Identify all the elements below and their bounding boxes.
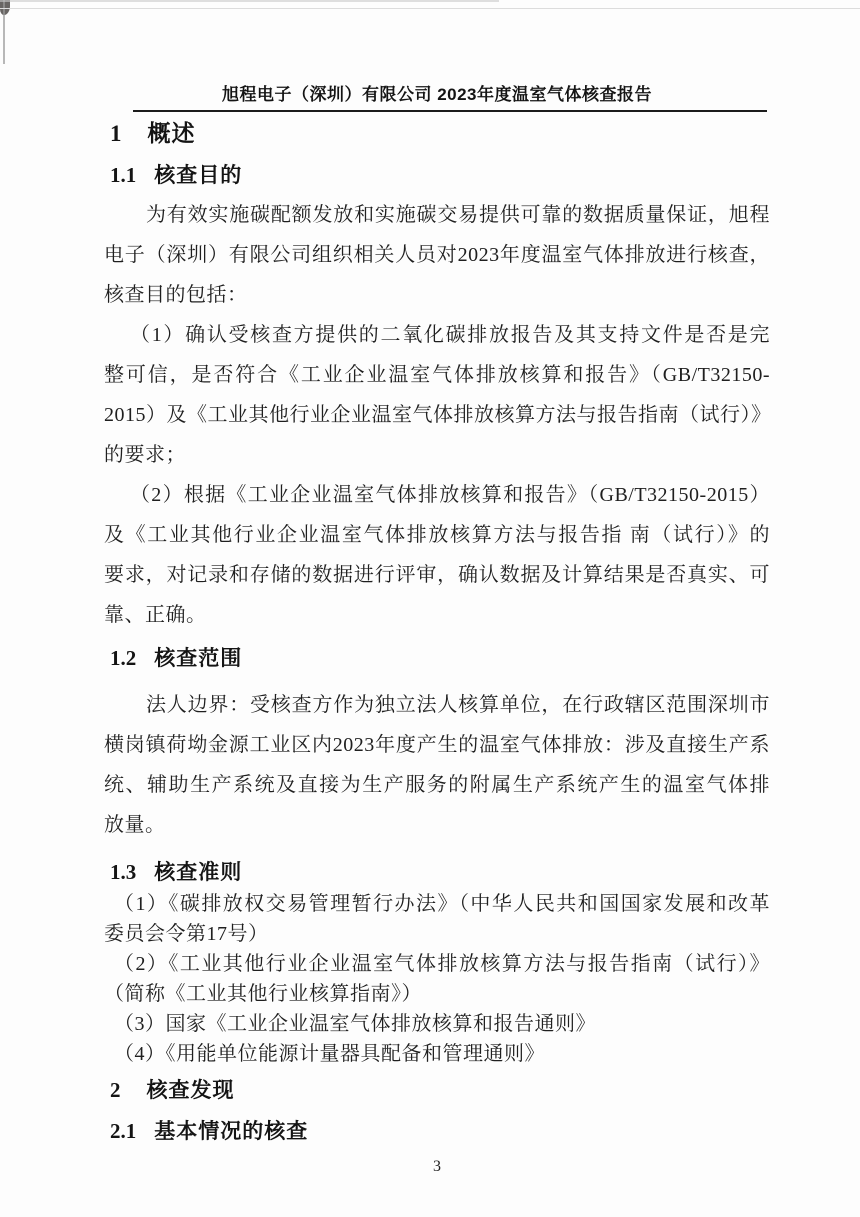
text-line: （4）《用能单位能源计量器具配备和管理通则》 xyxy=(114,1043,545,1065)
text-line: 的要求； xyxy=(104,444,186,466)
section-1-2-heading xyxy=(110,645,770,672)
paragraph-purpose-intro xyxy=(104,195,770,315)
section-2-heading xyxy=(110,1077,770,1104)
header-rule xyxy=(133,110,767,112)
text-line: （2）根据《工业企业温室气体排放核算和报告》（GB/T32150-2015） xyxy=(130,484,770,506)
text-line: 电子（深圳）有限公司组织相关人员对2023年度温室气体排放进行核查， xyxy=(104,244,770,266)
page-number: 3 xyxy=(433,1158,441,1175)
paragraph-purpose-item-2 xyxy=(104,475,770,635)
paragraph-criteria-list xyxy=(104,889,770,1069)
section-2-number: 2 xyxy=(110,1078,121,1102)
section-1-1-heading xyxy=(110,162,770,189)
text-line: 靠、正确。 xyxy=(104,604,207,626)
text-line: 2015）及《工业其他行业企业温室气体排放核算方法与报告指南（试行）》 xyxy=(104,404,772,426)
section-1-1-number: 1.1 xyxy=(110,163,137,187)
text-line: 及《工业其他行业企业温室气体排放核算方法与报告指 南（试行）》的 xyxy=(104,524,770,546)
text-line: （1）确认受核查方提供的二氧化碳排放报告及其支持文件是否是完 xyxy=(130,324,770,346)
scan-artifact-left-line xyxy=(3,0,5,64)
text-line: 统、辅助生产系统及直接为生产服务的附属生产系统产生的温室气体排 xyxy=(104,774,770,796)
text-line: （3）国家《工业企业温室气体排放核算和报告通则》 xyxy=(114,1013,596,1035)
section-2-title: 核查发现 xyxy=(146,1079,235,1102)
running-header-title: 旭程电子（深圳）有限公司 2023年度温室气体核查报告 xyxy=(221,85,653,104)
text-line: 放量。 xyxy=(104,814,166,836)
text-line: 委员会令第17号） xyxy=(104,923,269,945)
text-line: （简称《工业其他行业核算指南》） xyxy=(104,983,422,1005)
section-1-heading xyxy=(110,120,770,147)
section-1-3-title: 核查准则 xyxy=(154,861,243,884)
section-1-1-title: 核查目的 xyxy=(154,164,243,187)
running-header xyxy=(104,84,770,106)
section-2-1-number: 2.1 xyxy=(110,1119,137,1143)
paragraph-purpose-item-1 xyxy=(104,315,770,475)
section-2-1-title: 基本情况的核查 xyxy=(154,1120,309,1143)
section-2-1-heading xyxy=(110,1118,770,1145)
section-1-3-number: 1.3 xyxy=(110,860,137,884)
text-line: 核查目的包括： xyxy=(104,284,248,306)
paragraph-scope xyxy=(104,685,770,845)
text-line: 横岗镇荷坳金源工业区内2023年度产生的温室气体排放：涉及直接生产系 xyxy=(104,734,770,756)
section-1-3-heading xyxy=(110,859,770,886)
text-line: （2）《工业其他行业企业温室气体排放核算方法与报告指南（试行）》 xyxy=(114,953,770,975)
text-line: 为有效实施碳配额发放和实施碳交易提供可靠的数据质量保证，旭程 xyxy=(146,204,770,226)
section-1-number: 1 xyxy=(110,121,122,146)
text-line: 法人边界：受核查方作为独立法人核算单位，在行政辖区范围深圳市 xyxy=(146,694,770,716)
section-1-2-number: 1.2 xyxy=(110,646,137,670)
section-1-2-title: 核查范围 xyxy=(154,647,243,670)
text-line: （1）《碳排放权交易管理暂行办法》（中华人民共和国国家发展和改革 xyxy=(114,893,770,915)
page-content xyxy=(104,0,770,1177)
text-line: 要求，对记录和存储的数据进行评审，确认数据及计算结果是否真实、可 xyxy=(104,564,770,586)
section-1-title: 概述 xyxy=(147,120,196,146)
text-line: 整可信，是否符合《工业企业温室气体排放核算和报告》（GB/T32150- xyxy=(104,364,770,386)
